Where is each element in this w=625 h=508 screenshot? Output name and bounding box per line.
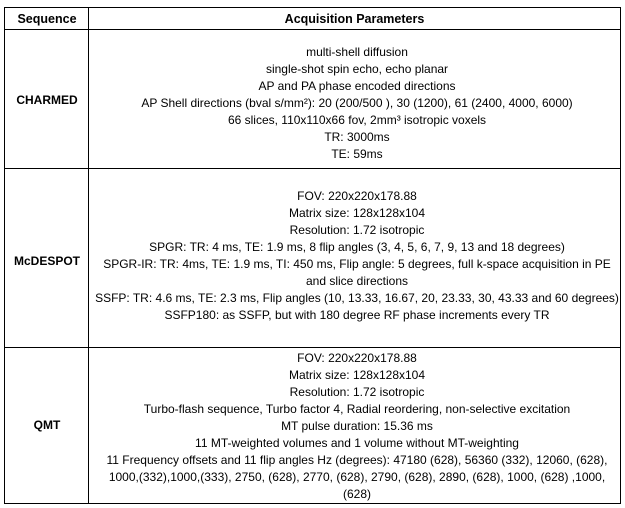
sequence-qmt: QMT [33, 418, 61, 432]
sequence-mcdespot: McDESPOT [13, 254, 80, 268]
param-line: TE: 59ms [331, 147, 383, 161]
param-line: SSFP180: as SSFP, but with 180 degree RF phase increments every TR [164, 308, 550, 322]
param-line: FOV: 220x220x178.88 [297, 189, 417, 203]
charmed-parameters [93, 44, 621, 163]
sequence-charmed: CHARMED [16, 93, 78, 107]
row-divider [5, 168, 620, 169]
param-line: Turbo-flash sequence, Turbo factor 4, Radial reordering, non-selective excitation [143, 402, 571, 416]
param-line: TR: 3000ms [324, 130, 390, 144]
param-line: AP and PA phase encoded directions [258, 79, 456, 93]
param-line: SPGR: TR: 4 ms, TE: 1.9 ms, 8 flip angles (3, 4, 5, 6, 7, 9, 13 and 18 degrees) [149, 240, 565, 254]
param-line: 66 slices, 110x110x66 fov, 2mm³ isotropic voxels [227, 113, 487, 127]
param-line: MT pulse duration: 15.36 ms [281, 419, 433, 433]
param-line: 11 Frequency offsets and 11 flip angles Hz (degrees): 47180 (628), 56360 (332), 12060, (628), 1000,(332),1000,(333), 2750, (628), 2770, (628), 2790, (628), 2890, (628), 1000, (628) ,1000, (628) [106, 453, 608, 501]
acquisition-table [4, 7, 621, 504]
param-line: SSFP: TR: 4.6 ms, TE: 2.3 ms, Flip angles (10, 13.33, 16.67, 20, 23.33, 30, 43.33 and 60 degrees) [95, 291, 619, 305]
param-line: multi-shell diffusion [306, 45, 408, 59]
row-divider [5, 347, 620, 348]
param-line: FOV: 220x220x178.88 [297, 351, 417, 365]
header-acquisition-parameters: Acquisition Parameters [284, 12, 425, 26]
param-line: single-shot spin echo, echo planar [265, 62, 449, 76]
param-line: Matrix size: 128x128x104 [288, 206, 426, 220]
header-divider [5, 29, 620, 30]
param-line: Resolution: 1.72 isotropic [289, 385, 425, 399]
param-line: AP Shell directions (bval s/mm²): 20 (200/500 ), 30 (1200), 61 (2400, 4000, 6000) [141, 96, 573, 110]
mcdespot-parameters [93, 188, 621, 324]
param-line: 11 MT-weighted volumes and 1 volume without MT-weighting [195, 436, 519, 450]
param-line: Matrix size: 128x128x104 [288, 368, 426, 382]
param-line: SPGR-IR: TR: 4ms, TE: 1.9 ms, TI: 450 ms, Flip angle: 5 degrees, full k-space acquisition in PE and slice directions [103, 257, 611, 288]
header-sequence: Sequence [17, 12, 77, 26]
qmt-parameters [93, 350, 621, 503]
param-line: Resolution: 1.72 isotropic [289, 223, 425, 237]
